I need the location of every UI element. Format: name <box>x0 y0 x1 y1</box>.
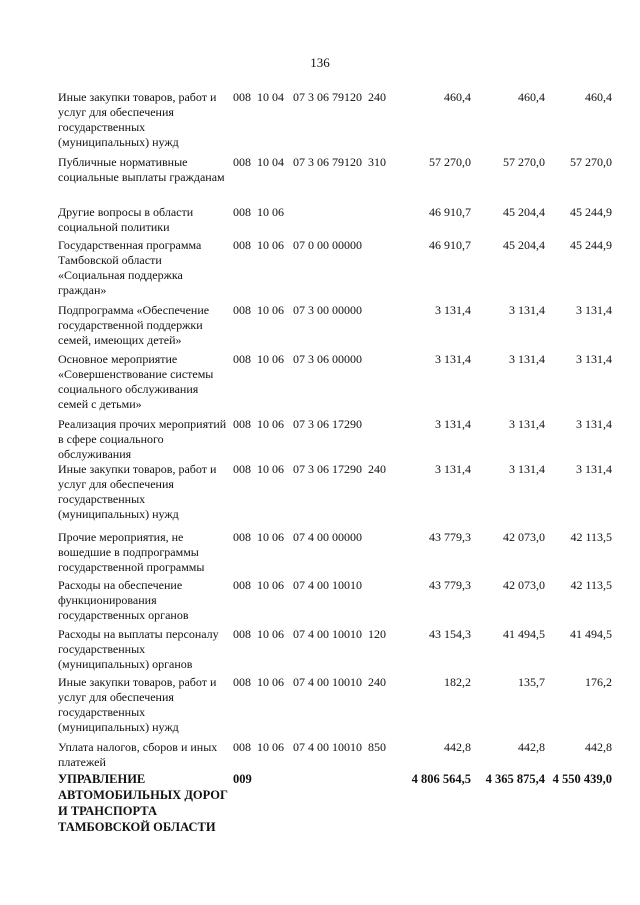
row-value-3: 3 131,4 <box>576 303 612 317</box>
row-name: Иные закупки товаров, работ и услуг для обеспечения государственных (муниципальных) нужд <box>58 90 217 149</box>
row-name: Основное мероприятие «Совершенствование системы социального обслуживания семей с детьми» <box>58 352 214 411</box>
row-name: Уплата налогов, сборов и иных платежей <box>58 740 218 769</box>
row-value-2: 57 270,0 <box>503 155 545 169</box>
row-name: Публичные нормативные социальные выплаты гражданам <box>58 155 225 184</box>
row-code: 008 10 06 07 3 06 17290 240 <box>233 462 386 476</box>
row-value-1: 43 154,3 <box>429 627 471 641</box>
row-name: Прочие мероприятия, не вошедшие в подпрограммы государственной программы <box>58 530 205 574</box>
row-name: Иные закупки товаров, работ и услуг для обеспечения государственных (муниципальных) нужд <box>58 675 217 734</box>
row-value-2: 4 365 875,4 <box>485 772 545 786</box>
row-value-3: 460,4 <box>585 90 612 104</box>
row-value-1: 442,8 <box>444 740 471 754</box>
row-value-1: 43 779,3 <box>429 530 471 544</box>
row-code: 008 10 06 <box>233 205 284 219</box>
row-code: 008 10 06 07 3 06 00000 <box>233 352 362 366</box>
row-value-2: 41 494,5 <box>503 627 545 641</box>
row-value-2: 45 204,4 <box>503 205 545 219</box>
row-value-3: 41 494,5 <box>570 627 612 641</box>
row-value-1: 4 806 564,5 <box>411 772 471 786</box>
row-code: 008 10 06 07 3 06 17290 <box>233 417 362 431</box>
row-name: Государственная программа Тамбовской области «Социальная поддержка граждан» <box>58 238 202 297</box>
row-code: 008 10 06 07 4 00 10010 120 <box>233 627 386 641</box>
row-value-2: 3 131,4 <box>509 352 545 366</box>
row-value-1: 182,2 <box>444 675 471 689</box>
row-value-1: 57 270,0 <box>429 155 471 169</box>
row-code: 008 10 04 07 3 06 79120 240 <box>233 90 386 104</box>
row-value-2: 3 131,4 <box>509 303 545 317</box>
row-value-3: 42 113,5 <box>570 530 612 544</box>
row-value-3: 57 270,0 <box>570 155 612 169</box>
page-number: 136 <box>310 55 330 70</box>
row-value-3: 442,8 <box>585 740 612 754</box>
row-value-2: 460,4 <box>518 90 545 104</box>
row-name: УПРАВЛЕНИЕ АВТОМОБИЛЬНЫХ ДОРОГ И ТРАНСПОРТА ТАМБОВСКОЙ ОБЛАСТИ <box>58 772 228 834</box>
row-value-2: 42 073,0 <box>503 530 545 544</box>
row-code: 008 10 06 07 4 00 10010 850 <box>233 740 386 754</box>
row-code: 008 10 04 07 3 06 79120 310 <box>233 155 386 169</box>
row-code: 008 10 06 07 4 00 10010 240 <box>233 675 386 689</box>
row-value-1: 3 131,4 <box>435 303 471 317</box>
row-value-1: 46 910,7 <box>429 238 471 252</box>
row-value-2: 45 204,4 <box>503 238 545 252</box>
row-name: Другие вопросы в области социальной политики <box>58 205 194 234</box>
row-code: 009 <box>233 772 252 786</box>
row-name: Расходы на выплаты персоналу государственных (муниципальных) органов <box>58 627 219 671</box>
row-value-2: 135,7 <box>518 675 545 689</box>
row-name: Расходы на обеспечение функционирования государственных органов <box>58 578 189 622</box>
row-value-3: 3 131,4 <box>576 417 612 431</box>
row-code: 008 10 06 07 0 00 00000 <box>233 238 362 252</box>
row-value-2: 442,8 <box>518 740 545 754</box>
row-name: Реализация прочих мероприятий в сфере социального обслуживания <box>58 417 227 461</box>
row-code: 008 10 06 07 4 00 00000 <box>233 530 362 544</box>
row-value-2: 3 131,4 <box>509 417 545 431</box>
row-value-1: 3 131,4 <box>435 352 471 366</box>
row-value-1: 3 131,4 <box>435 417 471 431</box>
row-value-1: 460,4 <box>444 90 471 104</box>
row-value-3: 45 244,9 <box>570 205 612 219</box>
row-name: Подпрограмма «Обеспечение государственной поддержки семей, имеющих детей» <box>58 303 210 347</box>
row-code: 008 10 06 07 3 00 00000 <box>233 303 362 317</box>
row-value-1: 46 910,7 <box>429 205 471 219</box>
row-code: 008 10 06 07 4 00 10010 <box>233 578 362 592</box>
row-value-3: 3 131,4 <box>576 352 612 366</box>
row-value-1: 3 131,4 <box>435 462 471 476</box>
row-value-1: 43 779,3 <box>429 578 471 592</box>
row-value-2: 3 131,4 <box>509 462 545 476</box>
row-name: Иные закупки товаров, работ и услуг для обеспечения государственных (муниципальных) нужд <box>58 462 217 521</box>
row-value-3: 3 131,4 <box>576 462 612 476</box>
row-value-3: 45 244,9 <box>570 238 612 252</box>
row-value-3: 4 550 439,0 <box>552 772 612 786</box>
row-value-3: 176,2 <box>585 675 612 689</box>
row-value-2: 42 073,0 <box>503 578 545 592</box>
row-value-3: 42 113,5 <box>570 578 612 592</box>
